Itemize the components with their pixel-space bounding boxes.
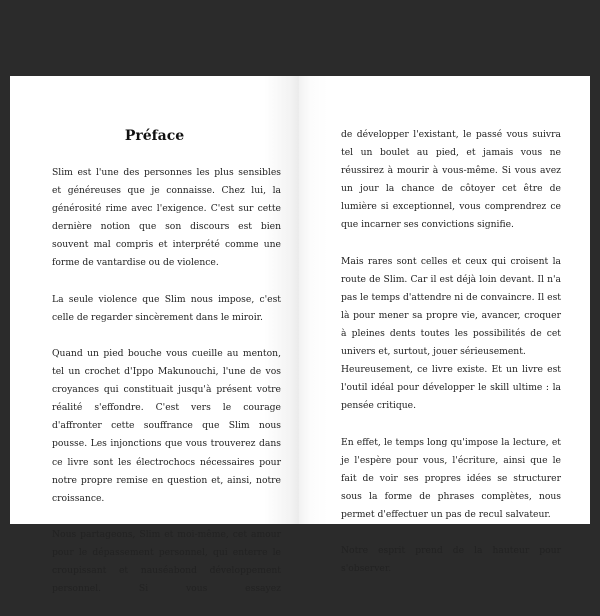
paragraph: Quand un pied bouche vous cueille au menton, tel un crochet d'Ippo Makunouchi, l'une de vos croyances qui constituait jusqu'à présent votre réalité s'effondre. C'est vers le courage d'affronter cette souffrance que Slim nous pousse. Les injonctions que vous trouverez dans ce livre sont les électrochocs nécessaires pour notre propre remise en question et, ainsi, notre croissance. [52,347,281,504]
paragraph: Heureusement, ce livre existe. Et un livre est l'outil idéal pour développer le skill ultime : la pensée critique. [341,364,561,412]
paragraph: En effet, le temps long qu'impose la lecture, et je l'espère pour vous, l'écriture, ainsi que le fait de voir ses propres idées se structurer sous la forme de phrases complètes, nous permet d'effectuer un pas de recul salvateur. [341,436,561,520]
paragraph: de développer l'existant, le passé vous suivra tel un boulet au pied, et jamais vous ne réussirez à mourir à vous-même. Si vous avez un jour la chance de côtoyer cet être de lumière si exceptionnel, vous comprendrez ce que incarner ses convictions signifie. [341,129,561,231]
page-title: Préface [124,128,185,144]
paragraph: Mais rares sont celles et ceux qui croisent la route de Slim. Car il est déjà loin devant. Il n'a pas le temps d'attendre ni de convaincre. Il est là pour mener sa propre vie, avancer, croquer à pleines dents toutes les possibilités de cet univers et, surtout, jouer sérieusement. [341,255,561,358]
paragraph: Notre esprit prend de la hauteur pour s'observer. [341,545,561,575]
paragraph: Slim est l'une des personnes les plus sensibles et généreuses que je connaisse. Chez lui, la générosité rime avec l'exigence. C'est sur cette dernière notion que son discours est bien souvent mal compris et interprété comme une forme de vantardise ou de violence. [52,167,281,269]
right-page-text [341,126,561,596]
paragraph: Nous partageons, Slim et moi-même, cet amour pour le dépassement personnel, qui enterre le croupissant et nauséabond développement personnel. Si vous essayez [52,528,281,595]
left-page [10,76,299,595]
paragraph: La seule violence que Slim nous impose, c'est celle de regarder sincèrement dans le miroir. [52,293,281,323]
left-page-text [52,164,281,616]
right-page [299,76,590,575]
